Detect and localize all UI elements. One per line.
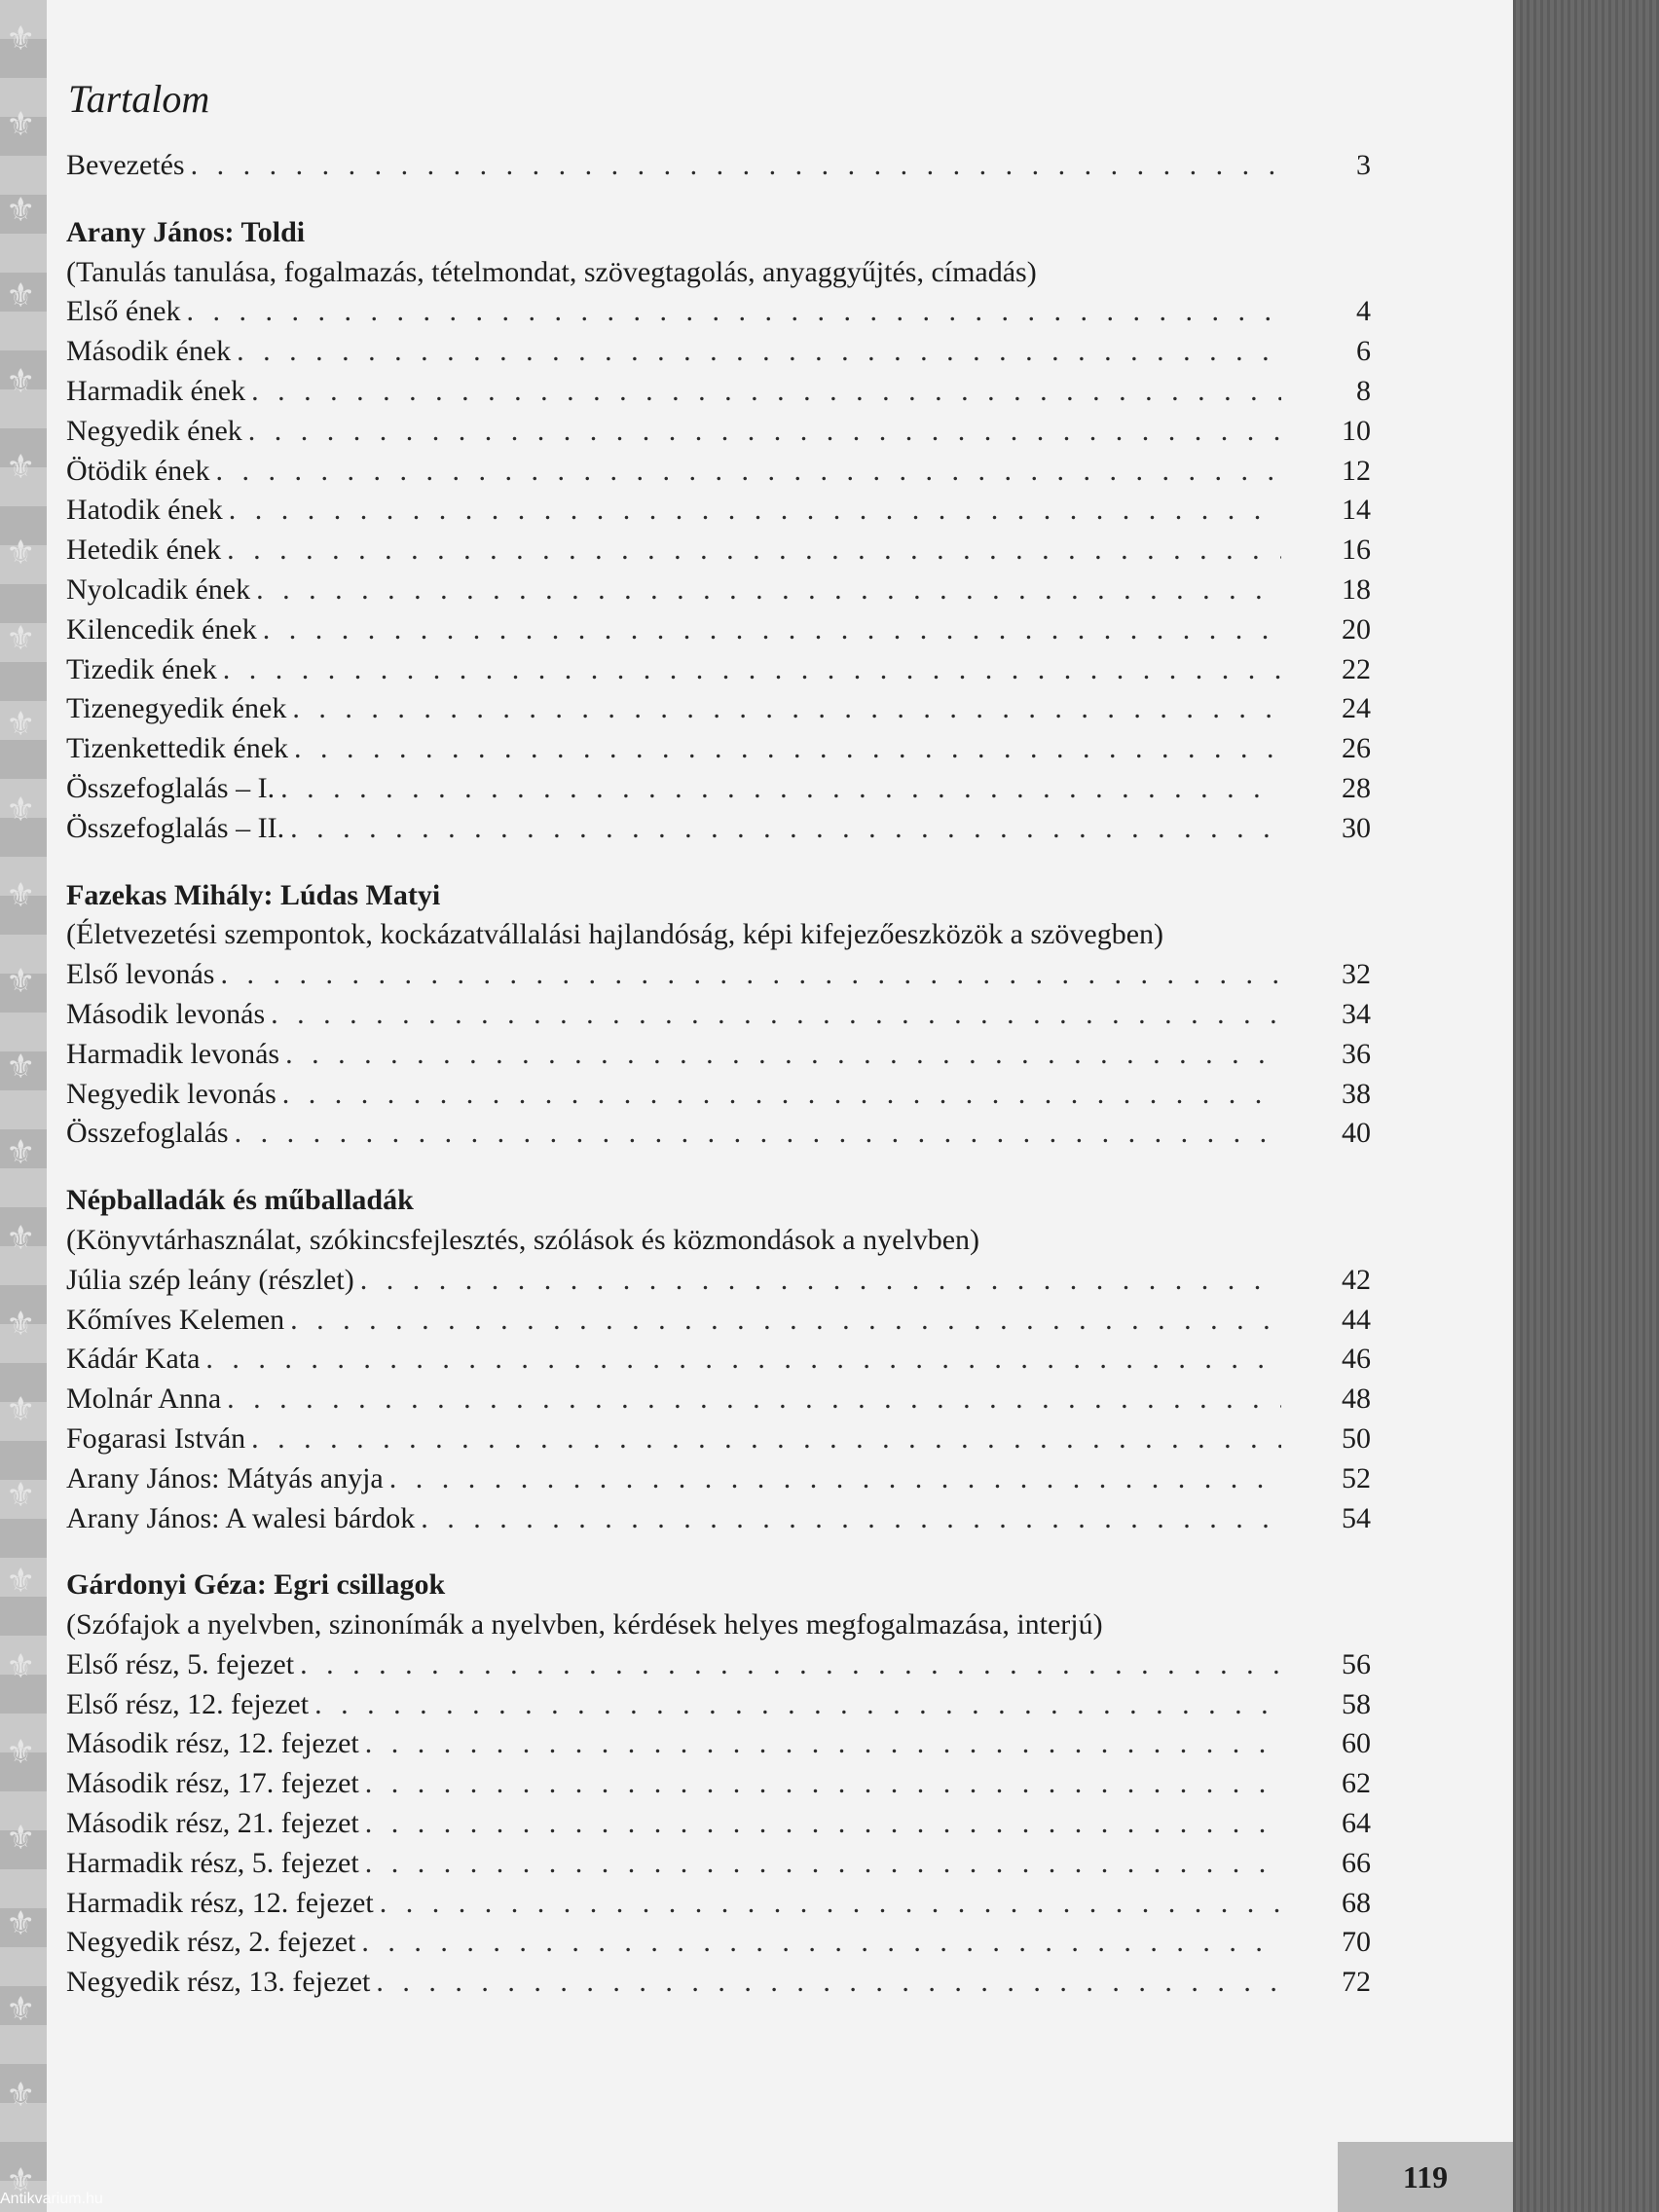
fleur-de-lis-icon: ⚜ (6, 1819, 36, 1858)
dot-leader (251, 372, 1281, 412)
toc-entry-page: 46 (1342, 1343, 1371, 1376)
toc-entry[interactable] (66, 689, 1371, 729)
section-subtitle: (Szófajok a nyelvben, szinonímák a nyelvben, kérdések helyes megfogalmazása, interjú) (66, 1608, 1103, 1641)
toc-entry[interactable] (66, 650, 1371, 690)
toc-entry[interactable] (66, 1844, 1371, 1884)
section-title: Gárdonyi Géza: Egri csillagok (66, 1568, 446, 1602)
toc-entry[interactable] (66, 412, 1371, 452)
background-strip (1513, 0, 1659, 2212)
toc-entry-page: 42 (1342, 1263, 1371, 1296)
toc-entry[interactable] (66, 610, 1371, 650)
dot-leader (421, 1499, 1281, 1539)
toc-section (66, 876, 1371, 1155)
toc-entry-label: Fogarasi István (66, 1421, 246, 1455)
dot-leader (271, 995, 1281, 1035)
toc-entry[interactable] (66, 452, 1371, 492)
fleur-de-lis-icon: ⚜ (6, 19, 36, 58)
fleur-de-lis-icon: ⚜ (6, 876, 36, 915)
dot-leader (229, 491, 1281, 531)
toc-entry[interactable] (66, 1963, 1371, 2003)
fleur-de-lis-icon: ⚜ (6, 2161, 36, 2200)
toc-entry-page: 3 (1356, 149, 1371, 181)
dot-leader (361, 1923, 1281, 1963)
toc-entry-page: 62 (1342, 1767, 1371, 1800)
fleur-de-lis-icon: ⚜ (6, 1476, 36, 1515)
toc-entry[interactable] (66, 1380, 1371, 1419)
toc-entry-label: Negyedik rész, 2. fejezet (66, 1926, 356, 1959)
toc-entry-label: Arany János: A walesi bárdok (66, 1501, 416, 1534)
toc-entry-label: Összefoglalás – I. (66, 771, 276, 804)
toc-page (47, 0, 1513, 2212)
toc-entry-page: 32 (1342, 958, 1371, 991)
dot-leader (248, 412, 1281, 452)
dot-leader (376, 1963, 1281, 2003)
toc-entry-label: Harmadik levonás (66, 1037, 280, 1070)
dot-leader (365, 1804, 1281, 1844)
toc-entry-label: Harmadik rész, 5. fejezet (66, 1846, 359, 1879)
toc-entry[interactable] (66, 729, 1371, 769)
toc-entry-page: 12 (1342, 454, 1371, 487)
toc-entry[interactable] (66, 1804, 1371, 1844)
fleur-de-lis-icon: ⚜ (6, 276, 36, 315)
toc-entry-page: 52 (1342, 1461, 1371, 1494)
dot-leader (292, 689, 1281, 729)
fleur-de-lis-icon: ⚜ (6, 1219, 36, 1258)
toc-entry[interactable] (66, 1459, 1371, 1499)
toc-entry-page: 18 (1342, 572, 1371, 606)
dot-leader (215, 452, 1281, 492)
toc-entry-page: 6 (1356, 335, 1371, 368)
section-title: Arany János: Toldi (66, 215, 306, 248)
toc-entry-page: 4 (1356, 295, 1371, 328)
fleur-de-lis-icon: ⚜ (6, 619, 36, 658)
dot-leader (256, 571, 1281, 610)
dot-leader (290, 809, 1281, 849)
fleur-de-lis-icon: ⚜ (6, 534, 36, 572)
toc-entry-page: 48 (1342, 1382, 1371, 1416)
toc-entry-label: Bevezetés (66, 149, 185, 181)
toc-entry-label: Második levonás (66, 997, 266, 1030)
toc-entry[interactable] (66, 491, 1371, 531)
toc-entry[interactable] (66, 1884, 1371, 1924)
toc-entry-label: Második ének (66, 335, 232, 368)
dot-leader (314, 1685, 1281, 1725)
dot-leader (280, 769, 1281, 809)
toc-entry[interactable] (66, 1499, 1371, 1539)
toc-entry-label: Összefoglalás – II. (66, 811, 285, 844)
section-subtitle: (Könyvtárhasználat, szókincsfejlesztés, szólások és közmondások a nyelvben) (66, 1223, 980, 1256)
toc-entry-page: 58 (1342, 1687, 1371, 1720)
fleur-de-lis-icon: ⚜ (6, 1904, 36, 1943)
toc-entry-label: Első levonás (66, 958, 215, 991)
dot-leader (285, 1035, 1281, 1075)
dot-leader (227, 531, 1281, 571)
toc-entry-label: Negyedik ének (66, 414, 242, 447)
toc-entry-page: 20 (1342, 612, 1371, 645)
dot-leader (263, 610, 1281, 650)
section-subtitle: (Tanulás tanulása, fogalmazás, tételmondat, szövegtagolás, anyaggyűjtés, címadás) (66, 255, 1037, 288)
toc-entry-intro[interactable] (66, 146, 1371, 186)
page-number: 119 (1402, 2158, 1449, 2194)
toc-entry-page: 22 (1342, 652, 1371, 685)
cover-pattern-strip (0, 0, 47, 2212)
toc-entry-label: Ötödik ének (66, 454, 210, 487)
toc-entry-page: 56 (1342, 1647, 1371, 1680)
toc-section (66, 213, 1371, 849)
toc-entry-label: Hatodik ének (66, 494, 223, 527)
dot-leader (380, 1884, 1281, 1924)
toc-entry-label: Harmadik ének (66, 374, 246, 407)
toc-entry-label: Molnár Anna (66, 1382, 222, 1416)
toc-entry-label: Tizenegyedik ének (66, 692, 287, 725)
toc-entry-label: Tizenkettedik ének (66, 732, 289, 765)
toc-entry-label: Második rész, 17. fejezet (66, 1767, 359, 1800)
section-subtitle: (Életvezetési szempontok, kockázatvállalási hajlandóság, képi kifejezőeszközök a szövegben) (66, 918, 1164, 951)
dot-leader (282, 1075, 1281, 1115)
dot-leader (227, 1380, 1281, 1419)
toc-entry[interactable] (66, 1419, 1371, 1459)
toc-entry-label: Második rész, 12. fejezet (66, 1727, 359, 1760)
fleur-de-lis-icon: ⚜ (6, 1133, 36, 1172)
toc-entry-page: 40 (1342, 1117, 1371, 1150)
toc-entry-label: Első ének (66, 295, 181, 328)
dot-leader (191, 146, 1281, 186)
toc-entry[interactable] (66, 955, 1371, 995)
dot-leader (389, 1459, 1281, 1499)
toc-entry-page: 36 (1342, 1037, 1371, 1070)
toc-entry-page: 28 (1342, 771, 1371, 804)
table-of-contents (66, 146, 1371, 2003)
fleur-de-lis-icon: ⚜ (6, 962, 36, 1001)
toc-entry[interactable] (66, 1035, 1371, 1075)
toc-entry-label: Első rész, 12. fejezet (66, 1687, 310, 1720)
toc-entry-label: Kilencedik ének (66, 612, 257, 645)
toc-entry[interactable] (66, 995, 1371, 1035)
toc-entry-page: 8 (1356, 374, 1371, 407)
toc-entry[interactable] (66, 1764, 1371, 1804)
dot-leader (223, 650, 1281, 690)
toc-entry-page: 10 (1342, 414, 1371, 447)
toc-entry[interactable] (66, 1724, 1371, 1764)
toc-section (66, 1566, 1371, 2003)
toc-entry[interactable] (66, 1261, 1371, 1301)
toc-entry[interactable] (66, 292, 1371, 332)
dot-leader (290, 1301, 1281, 1341)
toc-entry-page: 50 (1342, 1421, 1371, 1455)
fleur-de-lis-icon: ⚜ (6, 1647, 36, 1686)
fleur-de-lis-icon: ⚜ (6, 1048, 36, 1087)
fleur-de-lis-icon: ⚜ (6, 2076, 36, 2115)
dot-leader (205, 1340, 1281, 1380)
dot-leader (220, 955, 1281, 995)
toc-entry[interactable] (66, 1923, 1371, 1963)
fleur-de-lis-icon: ⚜ (6, 362, 36, 401)
toc-entry-page: 70 (1342, 1926, 1371, 1959)
dot-leader (365, 1724, 1281, 1764)
toc-entry-page: 66 (1342, 1846, 1371, 1879)
toc-entry-page: 38 (1342, 1077, 1371, 1110)
fleur-de-lis-icon: ⚜ (6, 1733, 36, 1772)
fleur-de-lis-icon: ⚜ (6, 1305, 36, 1344)
toc-entry-label: Első rész, 5. fejezet (66, 1647, 295, 1680)
toc-entry-page: 34 (1342, 997, 1371, 1030)
toc-entry-label: Hetedik ének (66, 534, 222, 567)
toc-entry[interactable] (66, 531, 1371, 571)
toc-entry[interactable] (66, 1645, 1371, 1685)
section-title: Fazekas Mihály: Lúdas Matyi (66, 878, 441, 911)
toc-entry[interactable] (66, 372, 1371, 412)
toc-entry-label: Összefoglalás (66, 1117, 229, 1150)
fleur-de-lis-icon: ⚜ (6, 191, 36, 230)
toc-entry-label: Arany János: Mátyás anyja (66, 1461, 384, 1494)
toc-entry-label: Kőmíves Kelemen (66, 1303, 285, 1336)
toc-entry-page: 60 (1342, 1727, 1371, 1760)
toc-entry[interactable] (66, 1075, 1371, 1115)
toc-entry[interactable] (66, 1340, 1371, 1380)
toc-entry-page: 16 (1342, 534, 1371, 567)
toc-entry-label: Kádár Kata (66, 1343, 201, 1376)
dot-leader (251, 1419, 1281, 1459)
dot-leader (360, 1261, 1281, 1301)
toc-entry-label: Negyedik levonás (66, 1077, 276, 1110)
dot-leader (300, 1645, 1281, 1685)
page-title: Tartalom (68, 77, 210, 121)
toc-entry[interactable] (66, 1114, 1371, 1154)
toc-sections (66, 213, 1371, 2003)
dot-leader (294, 729, 1281, 769)
toc-entry-label: Tizedik ének (66, 652, 217, 685)
toc-entry[interactable] (66, 1685, 1371, 1725)
toc-entry-page: 72 (1342, 1966, 1371, 1999)
toc-entry-page: 24 (1342, 692, 1371, 725)
dot-leader (237, 332, 1281, 372)
fleur-de-lis-icon: ⚜ (6, 705, 36, 744)
toc-entry-page: 26 (1342, 732, 1371, 765)
toc-entry-label: Harmadik rész, 12. fejezet (66, 1886, 374, 1919)
toc-entry-page: 30 (1342, 811, 1371, 844)
dot-leader (235, 1114, 1281, 1154)
fleur-de-lis-icon: ⚜ (6, 105, 36, 144)
toc-section (66, 1181, 1371, 1538)
page-number-badge (1338, 2142, 1513, 2212)
toc-entry-label: Nyolcadik ének (66, 572, 251, 606)
toc-entry[interactable] (66, 1301, 1371, 1341)
toc-entry-label: Júlia szép leány (részlet) (66, 1263, 354, 1296)
dot-leader (365, 1764, 1281, 1804)
dot-leader (365, 1844, 1281, 1884)
toc-entry[interactable] (66, 332, 1371, 372)
toc-entry-page: 54 (1342, 1501, 1371, 1534)
toc-entry[interactable] (66, 571, 1371, 610)
toc-entry[interactable] (66, 809, 1371, 849)
toc-entry-page: 14 (1342, 494, 1371, 527)
fleur-de-lis-icon: ⚜ (6, 1990, 36, 2029)
toc-entry-page: 64 (1342, 1807, 1371, 1840)
fleur-de-lis-icon: ⚜ (6, 448, 36, 487)
toc-entry-page: 44 (1342, 1303, 1371, 1336)
section-title: Népballadák és műballadák (66, 1184, 414, 1217)
toc-entry[interactable] (66, 769, 1371, 809)
toc-entry-page: 68 (1342, 1886, 1371, 1919)
fleur-de-lis-icon: ⚜ (6, 1562, 36, 1601)
dot-leader (186, 292, 1281, 332)
toc-entry-label: Negyedik rész, 13. fejezet (66, 1966, 371, 1999)
watermark-text: Antikvarium.hu (0, 2191, 103, 2207)
fleur-de-lis-icon: ⚜ (6, 1390, 36, 1429)
fleur-de-lis-icon: ⚜ (6, 791, 36, 830)
toc-entry-label: Második rész, 21. fejezet (66, 1807, 359, 1840)
